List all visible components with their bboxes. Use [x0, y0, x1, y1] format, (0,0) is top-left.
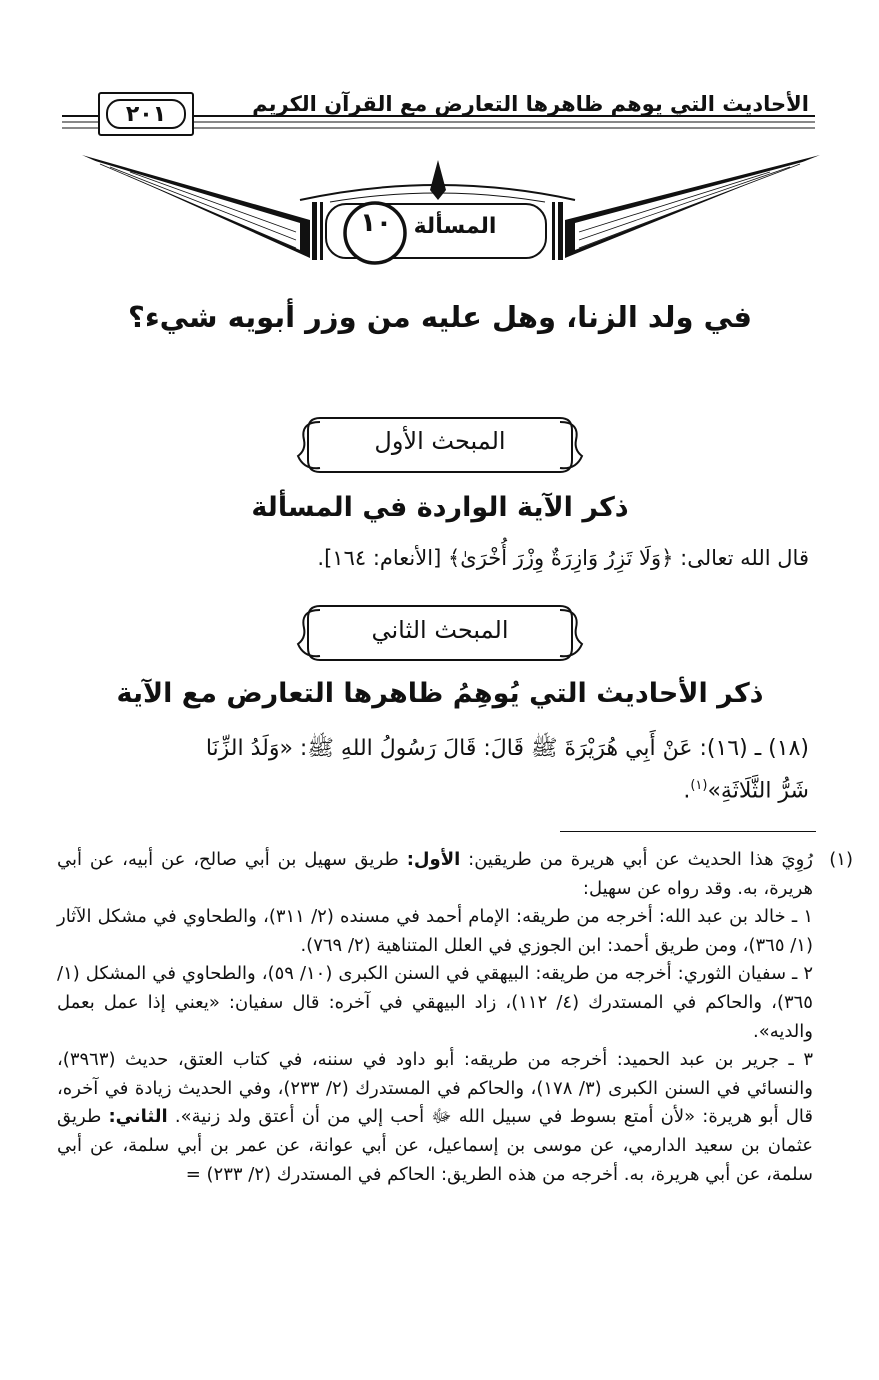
footnote-item-1: ١ ـ خالد بن عبد الله: أخرجه من طريقه: الإمام أحمد في مسنده (٢/ ٣١١)، والطحاوي في مشكل الآثار (١/ ٣٦٥)، ومن طريق أحمد: ابن الجوزي في العلل المتناهية (٢/ ٧٦٩). — [57, 906, 813, 956]
footnotes — [57, 846, 853, 1189]
verse-line: قال الله تعالى: ﴿وَلَا تَزِرُ وَازِرَةٌ وِزْرَ أُخْرَىٰ﴾ [الأنعام: ١٦٤]. — [317, 546, 809, 570]
section1-heading: ذكر الآية الواردة في المسألة — [251, 492, 629, 523]
masala-number: ١٠ — [360, 208, 392, 238]
hadith-period: . — [683, 778, 691, 804]
running-title: الأحاديث التي يوهم ظاهرها التعارض مع القرآن الكريم — [252, 92, 809, 116]
second-route-label: الثاني: — [108, 1106, 168, 1128]
hadith-text-end: شَرُّ الثَّلَاثَةِ» — [707, 778, 809, 804]
header-rules — [0, 0, 879, 160]
footnote-marker: (١) — [829, 849, 853, 870]
footnote-item-3: ٣ ـ جرير بن عبد الحميد: أخرجه من طريقه: أبو داود في سننه، في كتاب العتق، حديث (٣٩٦٣)، والنسائي في السنن الكبرى (٣/ ١٧٨)، والحاكم في المستدرك (٢/ ٢٣٣)، وفي الحديث زيادة في آخره، قال أبو هريرة: «لأن أمتع بسوط في سبيل الله ﷻ أحب إلي من أن أعتق ولد زنية». الثاني: طريق عثمان بن سعيد الدارمي، عن موسى بن إسماعيل، عن أبي عوانة، عن عمر بن أبي سلمة، عن أبي سلمة، عن أبي هريرة، به. أخرجه من هذه الطريق: الحاكم في المستدرك (٢/ ٢٣٣) = — [57, 1049, 813, 1185]
footnote-item-2: ٢ ـ سفيان الثوري: أخرجه من طريقه: البيهقي في السنن الكبرى (١٠/ ٥٩)، والطحاوي في المشكل (١/ ٣٦٥)، والحاكم في المستدرك (٤/ ١١٢)، زاد البيهقي في آخره: قال سفيان: «يعني إذا عمل بعمل والديه». — [57, 963, 813, 1042]
masala-label: المسألة — [413, 214, 497, 239]
footnote-1-intro: (١) رُوِيَ هذا الحديث عن أبي هريرة من طريقين: الأول: طريق سهيل بن أبي صالح، عن أبيه، عن أبي هريرة، به. وقد رواه عن سهيل: — [57, 846, 813, 903]
section1-label: المبحث الأول — [374, 427, 506, 455]
section2-label: المبحث الثاني — [371, 616, 509, 644]
footnote-reference: (١) — [690, 778, 708, 793]
hadith-line-1: (١٨) ـ (١٦): عَنْ أَبِي هُرَيْرَةَ ﷺ قَالَ: قَالَ رَسُولُ اللهِ ﷺ: «وَلَدُ الزِّنَا — [205, 736, 809, 761]
footnote-separator — [560, 831, 816, 832]
hadith-line-2 — [59, 778, 809, 803]
issue-title: في ولد الزنا، وهل عليه من وزر أبويه شيء؟ — [128, 300, 752, 334]
page-number-frame — [98, 92, 194, 136]
section2-heading: ذكر الأحاديث التي يُوهِمُ ظاهرها التعارض مع الآية — [116, 678, 764, 709]
page-number: ٢٠١ — [106, 99, 186, 129]
first-route-label: الأول: — [406, 849, 461, 870]
